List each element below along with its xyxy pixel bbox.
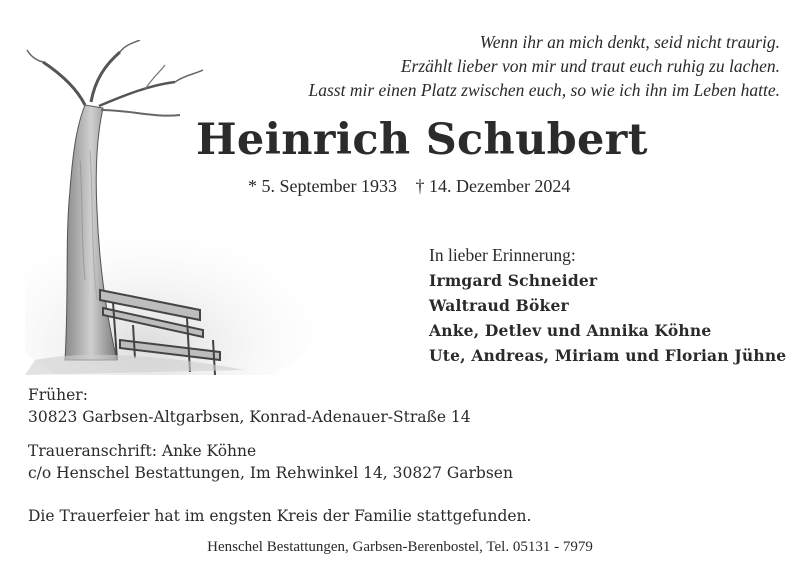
poem-line: Wenn ihr an mich denkt, seid nicht traurig. <box>479 32 780 52</box>
death-date: † 14. Dezember 2024 <box>415 176 571 196</box>
funeral-notice: Die Trauerfeier hat im engsten Kreis der Familie stattgefunden. <box>28 507 532 525</box>
former-address-value: 30823 Garbsen-Altgarbsen, Konrad-Adenauer-Straße 14 <box>28 408 471 426</box>
poem-line: Lasst mir einen Platz zwischen euch, so wie ich ihn im Leben hatte. <box>308 80 780 100</box>
life-dates <box>248 176 570 197</box>
deceased-name: Heinrich Schubert <box>196 115 648 165</box>
mourner-name: Ute, Andreas, Miriam und Florian Jühne <box>429 346 787 365</box>
mourner-name: Anke, Detlev und Annika Köhne <box>429 321 712 340</box>
mourners-block <box>429 243 786 368</box>
mourning-address-label: Traueranschrift: Anke Köhne <box>28 442 257 460</box>
former-address <box>28 384 471 428</box>
former-address-label: Früher: <box>28 386 88 404</box>
poem-line: Erzählt lieber von mir und traut euch ruhig zu lachen. <box>400 56 780 76</box>
mourner-name: Irmgard Schneider <box>429 271 598 290</box>
birth-date: * 5. September 1933 <box>248 176 397 196</box>
funeral-home-footer: Henschel Bestattungen, Garbsen-Berenbostel, Tel. 05131 - 7979 <box>207 539 593 555</box>
mourning-address-value: c/o Henschel Bestattungen, Im Rehwinkel 14, 30827 Garbsen <box>28 464 513 482</box>
mourner-name: Waltraud Böker <box>429 296 569 315</box>
mourners-heading: In lieber Erinnerung: <box>429 245 576 265</box>
poem <box>250 30 780 102</box>
mourning-address <box>28 440 513 484</box>
